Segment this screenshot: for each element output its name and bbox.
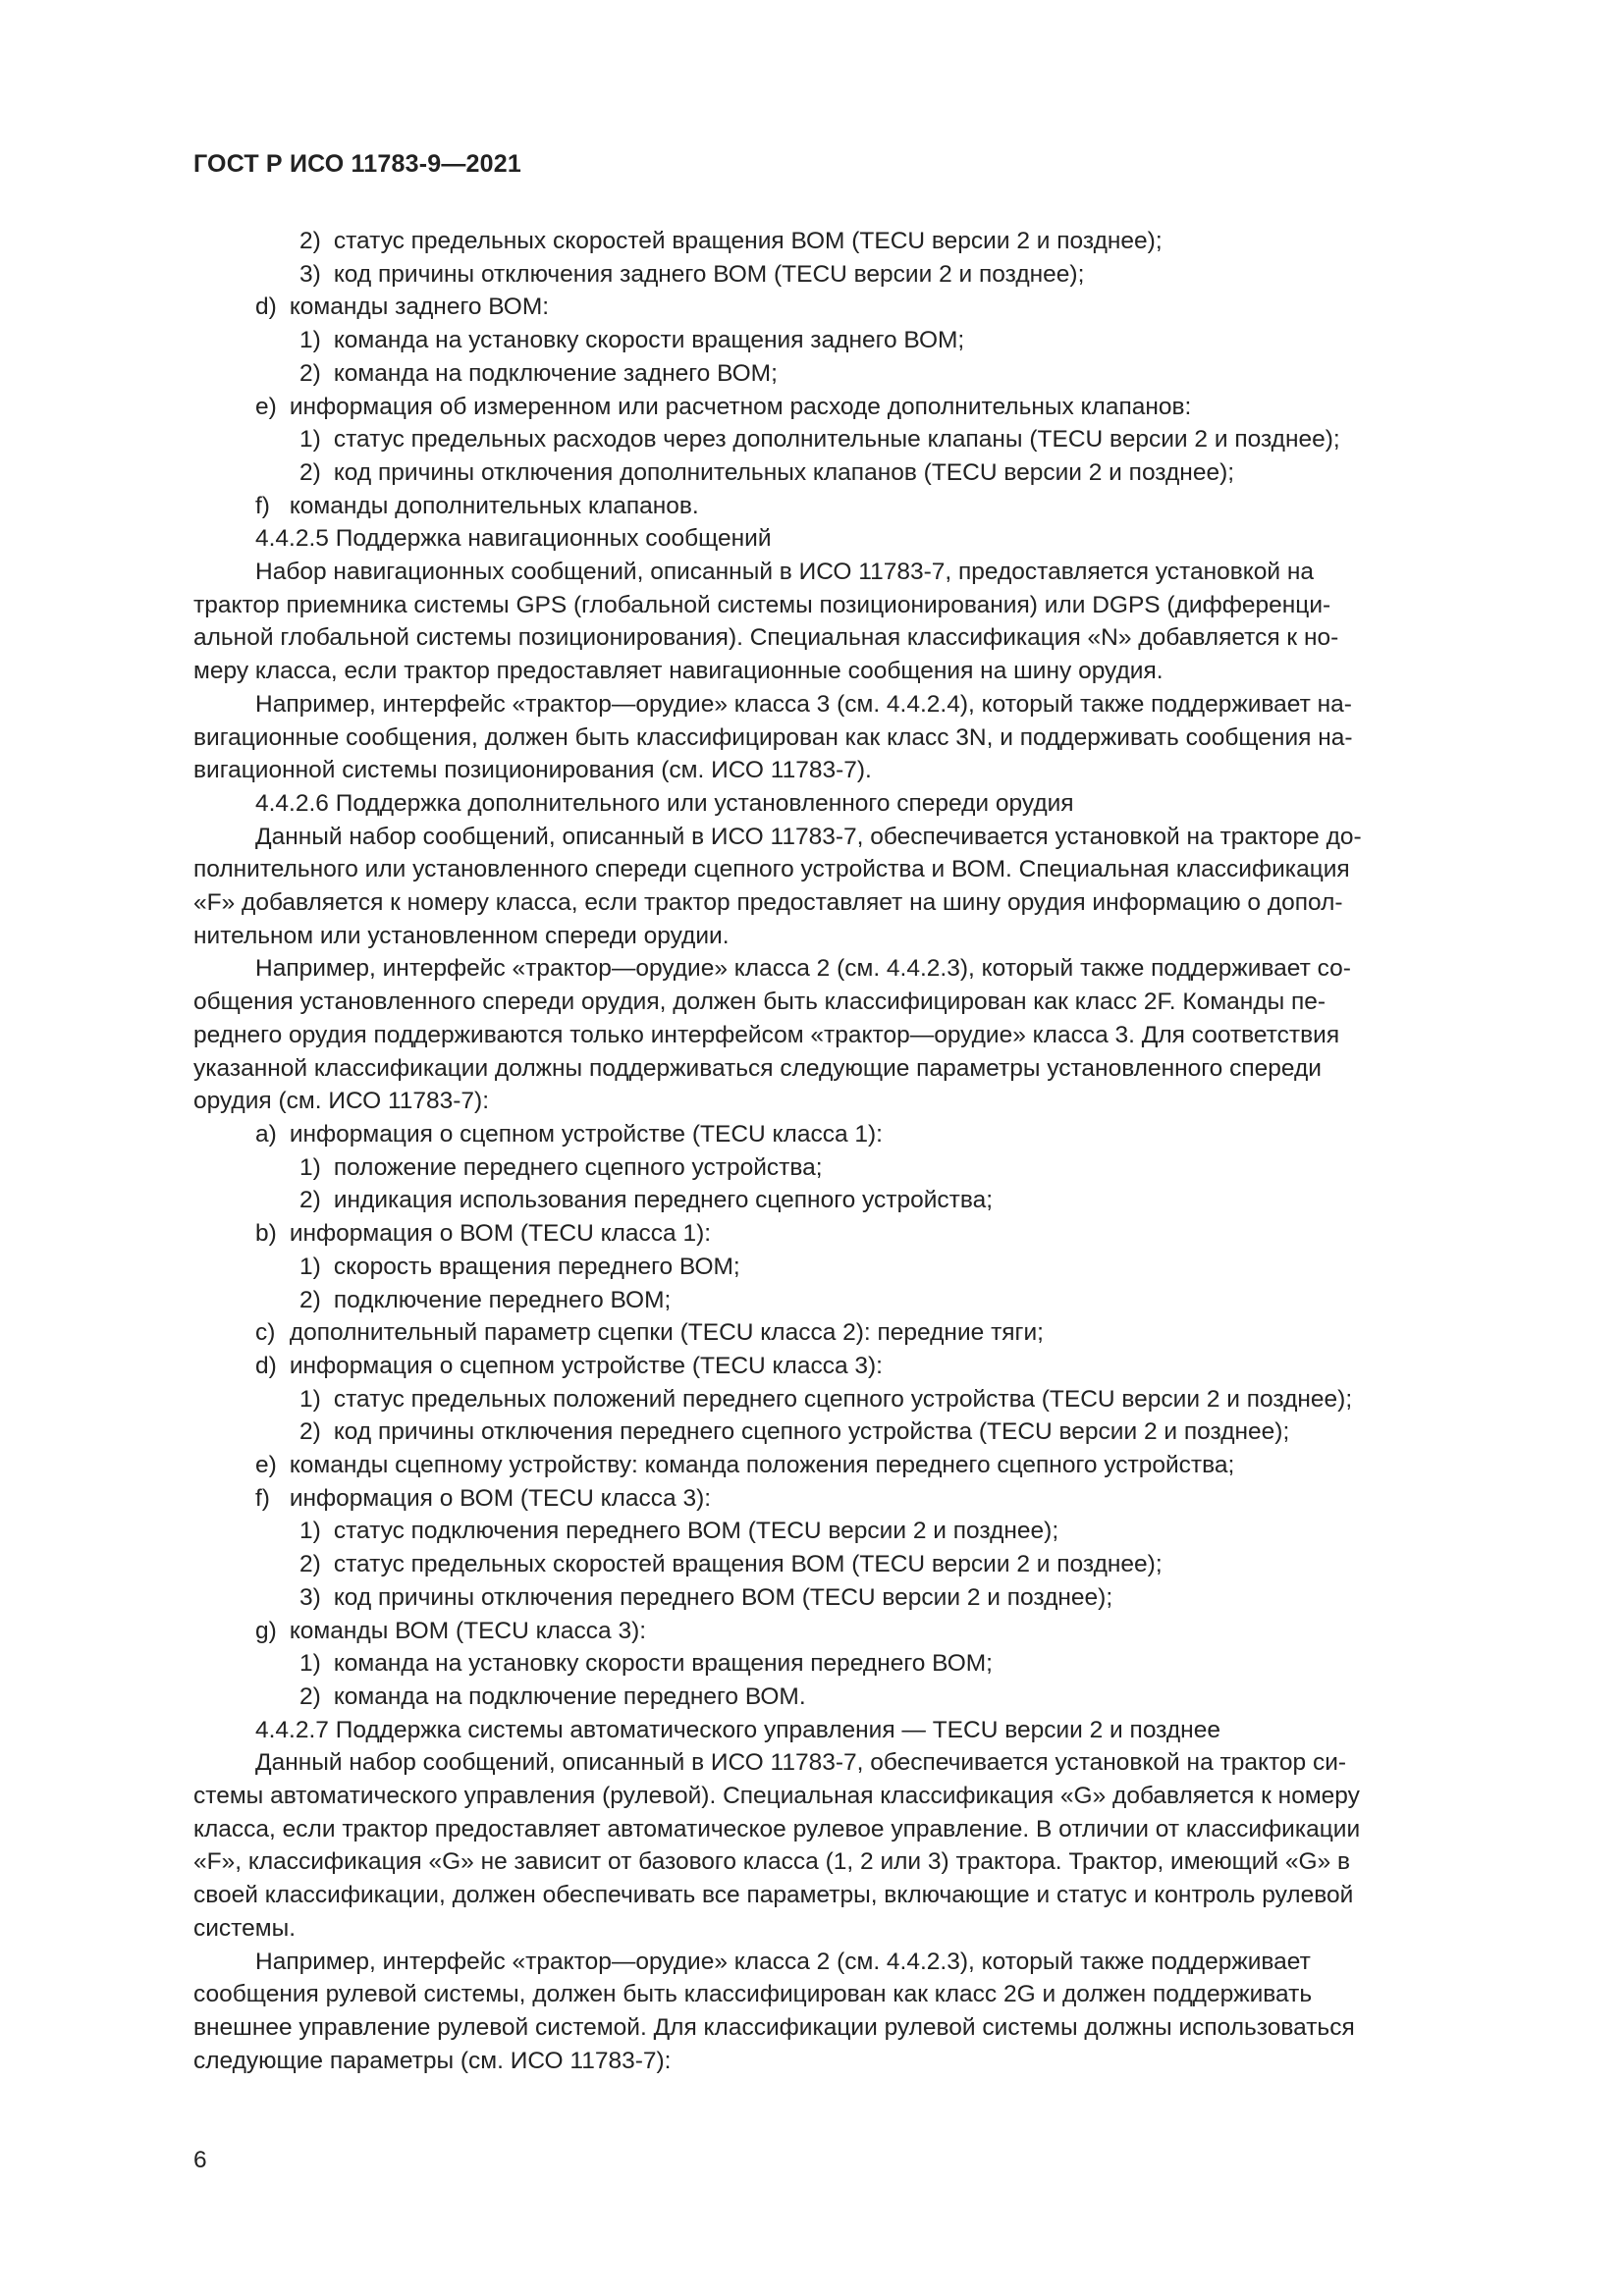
paragraph-line: полнительного или установленного спереди сцепного устройства и ВОМ. Специальная классификация <box>193 856 1350 883</box>
list-item-text: команды ВОМ (TECU класса 3): <box>289 1617 647 1644</box>
list-item <box>193 490 1498 523</box>
list-item <box>193 1449 1498 1482</box>
sub-list-item <box>193 1681 1498 1714</box>
paragraph-line: вигационной системы позиционирования (см. ИСО 11783-7). <box>193 757 872 784</box>
list-marker: b) <box>255 1220 277 1248</box>
list-item-text: команды заднего ВОМ: <box>289 294 550 321</box>
list-marker: 2) <box>299 1187 321 1214</box>
paragraph <box>193 556 1498 688</box>
paragraph-line: внешнее управление рулевой системой. Для классификации рулевой системы должны использоваться <box>193 2013 1355 2041</box>
list-item <box>193 1217 1498 1251</box>
list-item-text: команды сцепному устройству: команда положения переднего сцепного устройства; <box>289 1452 1235 1479</box>
document-header: ГОСТ Р ИСО 11783-9—2021 <box>193 150 521 178</box>
list-item-text: информация о ВОМ (TECU класса 1): <box>289 1220 712 1248</box>
list-item-text: подключение переднего ВОМ; <box>333 1286 672 1313</box>
list-item <box>193 391 1498 424</box>
list-item-text: статус предельных скоростей вращения ВОМ (TECU версии 2 и позднее); <box>333 1551 1163 1578</box>
paragraph-line: меру класса, если трактор предоставляет навигационные сообщения на шину орудия. <box>193 658 1164 685</box>
list-item-text: информация о сцепном устройстве (TECU класса 3): <box>289 1352 883 1379</box>
sub-list-item <box>193 1184 1498 1217</box>
paragraph-line: «F» добавляется к номеру класса, если трактор предоставляет на шину орудия информацию о допол- <box>193 889 1343 917</box>
list-marker: 3) <box>299 1583 321 1611</box>
paragraph-line: сообщения рулевой системы, должен быть классифицирован как класс 2G и должен поддерживать <box>193 1981 1313 2008</box>
paragraph-line: Например, интерфейс «трактор—орудие» класса 2 (см. 4.4.2.3), который также поддерживает со- <box>255 955 1351 983</box>
sub-list-item <box>193 225 1498 258</box>
list-marker: 2) <box>299 359 321 387</box>
section-heading: 4.4.2.6 Поддержка дополнительного или установленного спереди орудия <box>255 789 1074 817</box>
sub-list-item <box>193 1548 1498 1581</box>
paragraph-line: системы. <box>193 1914 297 1942</box>
paragraph <box>193 1746 1498 1945</box>
list-marker: g) <box>255 1617 277 1644</box>
list-marker: 1) <box>299 327 321 354</box>
list-item-text: команды дополнительных клапанов. <box>289 492 699 519</box>
list-item-text: индикация использования переднего сцепного устройства; <box>333 1187 994 1214</box>
list-item-text: статус подключения переднего ВОМ (TECU версии 2 и позднее); <box>333 1518 1059 1545</box>
paragraph-line: трактор приемника системы GPS (глобальной системы позиционирования) или DGPS (дифференци- <box>193 591 1331 618</box>
list-item-text: код причины отключения переднего сцепного устройства (TECU версии 2 и позднее); <box>333 1418 1290 1446</box>
list-item-text: статус предельных расходов через дополнительные клапаны (TECU версии 2 и позднее); <box>333 426 1340 454</box>
list-marker: 2) <box>299 1682 321 1710</box>
section-heading: 4.4.2.5 Поддержка навигационных сообщений <box>255 525 772 553</box>
list-item-text: информация об измеренном или расчетном расходе дополнительных клапанов: <box>289 393 1192 420</box>
paragraph-line: стемы автоматического управления (рулевой). Специальная классификация «G» добавляется к номеру <box>193 1783 1360 1810</box>
list-item-text: команда на подключение переднего ВОМ. <box>333 1682 806 1710</box>
list-item <box>193 1615 1498 1648</box>
paragraph-line: «F», классификация «G» не зависит от базового класса (1, 2 или 3) трактора. Трактор, имеющий «G» в <box>193 1848 1351 1876</box>
paragraph-line: Например, интерфейс «трактор—орудие» класса 2 (см. 4.4.2.3), который также поддерживает <box>255 1948 1311 1975</box>
paragraph <box>193 821 1498 953</box>
list-marker: d) <box>255 294 277 321</box>
list-marker: a) <box>255 1120 277 1148</box>
paragraph <box>193 952 1498 1118</box>
section-heading: 4.4.2.7 Поддержка системы автоматического управления — TECU версии 2 и позднее <box>255 1716 1220 1743</box>
list-item <box>193 291 1498 324</box>
sub-list-item <box>193 1383 1498 1416</box>
document-body <box>193 225 1498 2077</box>
paragraph-line: класса, если трактор предоставляет автоматическое рулевое управление. В отличии от классификации <box>193 1815 1361 1842</box>
list-item-text: дополнительный параметр сцепки (TECU класса 2): передние тяги; <box>289 1319 1044 1347</box>
list-marker: 1) <box>299 1518 321 1545</box>
list-marker: 3) <box>299 260 321 288</box>
paragraph <box>193 688 1498 787</box>
list-item <box>193 1350 1498 1383</box>
list-marker: 1) <box>299 1650 321 1678</box>
list-marker: 1) <box>299 1385 321 1413</box>
sub-list-item <box>193 1251 1498 1284</box>
list-marker: d) <box>255 1352 277 1379</box>
paragraph-line: вигационные сообщения, должен быть классифицирован как класс 3N, и поддерживать сообщения на- <box>193 723 1353 751</box>
paragraph-line: Например, интерфейс «трактор—орудие» класса 3 (см. 4.4.2.4), который также поддерживает на- <box>255 690 1352 718</box>
paragraph-line: орудия (см. ИСО 11783-7): <box>193 1088 490 1115</box>
list-item <box>193 1118 1498 1151</box>
sub-list-item <box>193 1151 1498 1185</box>
paragraph-line: своей классификации, должен обеспечивать все параметры, включающие и статус и контроль рулевой <box>193 1882 1354 1909</box>
list-item-text: код причины отключения заднего ВОМ (TECU версии 2 и позднее); <box>333 260 1085 288</box>
paragraph-line: следующие параметры (см. ИСО 11783-7): <box>193 2047 672 2074</box>
page-number: 6 <box>193 2147 207 2173</box>
list-marker: 1) <box>299 1253 321 1280</box>
list-item-text: команда на установку скорости вращения переднего ВОМ; <box>333 1650 993 1678</box>
sub-list-item <box>193 1581 1498 1615</box>
paragraph-line: Данный набор сообщений, описанный в ИСО 11783-7, обеспечивается установкой на трактор си- <box>255 1749 1347 1777</box>
list-item-text: положение переднего сцепного устройства; <box>333 1153 823 1181</box>
sub-list-item <box>193 1415 1498 1449</box>
paragraph <box>193 1946 1498 2078</box>
paragraph-line: реднего орудия поддерживаются только интерфейсом «трактор—орудие» класса 3. Для соответствия <box>193 1021 1340 1048</box>
list-item-text: информация о ВОМ (TECU класса 3): <box>289 1484 712 1512</box>
list-item-text: команда на установку скорости вращения заднего ВОМ; <box>333 327 965 354</box>
sub-list-item <box>193 1647 1498 1681</box>
list-item-text: информация о сцепном устройстве (TECU класса 1): <box>289 1120 883 1148</box>
list-item <box>193 1482 1498 1516</box>
list-marker: e) <box>255 1452 277 1479</box>
sub-list-item <box>193 456 1498 490</box>
list-item-text: код причины отключения дополнительных клапанов (TECU версии 2 и позднее); <box>333 458 1235 486</box>
list-item <box>193 1316 1498 1350</box>
list-item-text: статус предельных скоростей вращения ВОМ (TECU версии 2 и позднее); <box>333 228 1163 254</box>
list-marker: e) <box>255 393 277 420</box>
paragraph-line: Данный набор сообщений, описанный в ИСО 11783-7, обеспечивается установкой на тракторе до- <box>255 823 1362 850</box>
paragraph-line: Набор навигационных сообщений, описанный в ИСО 11783-7, предоставляется установкой на <box>255 559 1315 586</box>
sub-list-item <box>193 357 1498 391</box>
list-marker: 2) <box>299 228 321 254</box>
list-item-text: скорость вращения переднего ВОМ; <box>333 1253 740 1280</box>
paragraph-line: нительном или установленном спереди орудии. <box>193 922 730 949</box>
sub-list-item <box>193 423 1498 456</box>
paragraph-line: указанной классификации должны поддерживаться следующие параметры установленного спереди <box>193 1054 1322 1082</box>
list-item-text: статус предельных положений переднего сцепного устройства (TECU версии 2 и позднее); <box>333 1385 1353 1413</box>
sub-list-item <box>193 324 1498 357</box>
list-marker: 2) <box>299 458 321 486</box>
sub-list-item <box>193 258 1498 292</box>
list-marker: 1) <box>299 1153 321 1181</box>
list-marker: f) <box>255 1484 270 1512</box>
list-marker: 2) <box>299 1418 321 1446</box>
paragraph-line: общения установленного спереди орудия, должен быть классифицирован как класс 2F. Команды пе- <box>193 988 1326 1016</box>
list-marker: 2) <box>299 1551 321 1578</box>
list-item-text: команда на подключение заднего ВОМ; <box>333 359 778 387</box>
list-marker: f) <box>255 492 270 519</box>
sub-list-item <box>193 1515 1498 1548</box>
list-marker: 1) <box>299 426 321 454</box>
list-item-text: код причины отключения переднего ВОМ (TECU версии 2 и позднее); <box>333 1583 1113 1611</box>
list-marker: c) <box>255 1319 276 1347</box>
list-marker: 2) <box>299 1286 321 1313</box>
paragraph-line: альной глобальной системы позиционирования). Специальная классификация «N» добавляется к но- <box>193 624 1339 652</box>
sub-list-item <box>193 1284 1498 1317</box>
